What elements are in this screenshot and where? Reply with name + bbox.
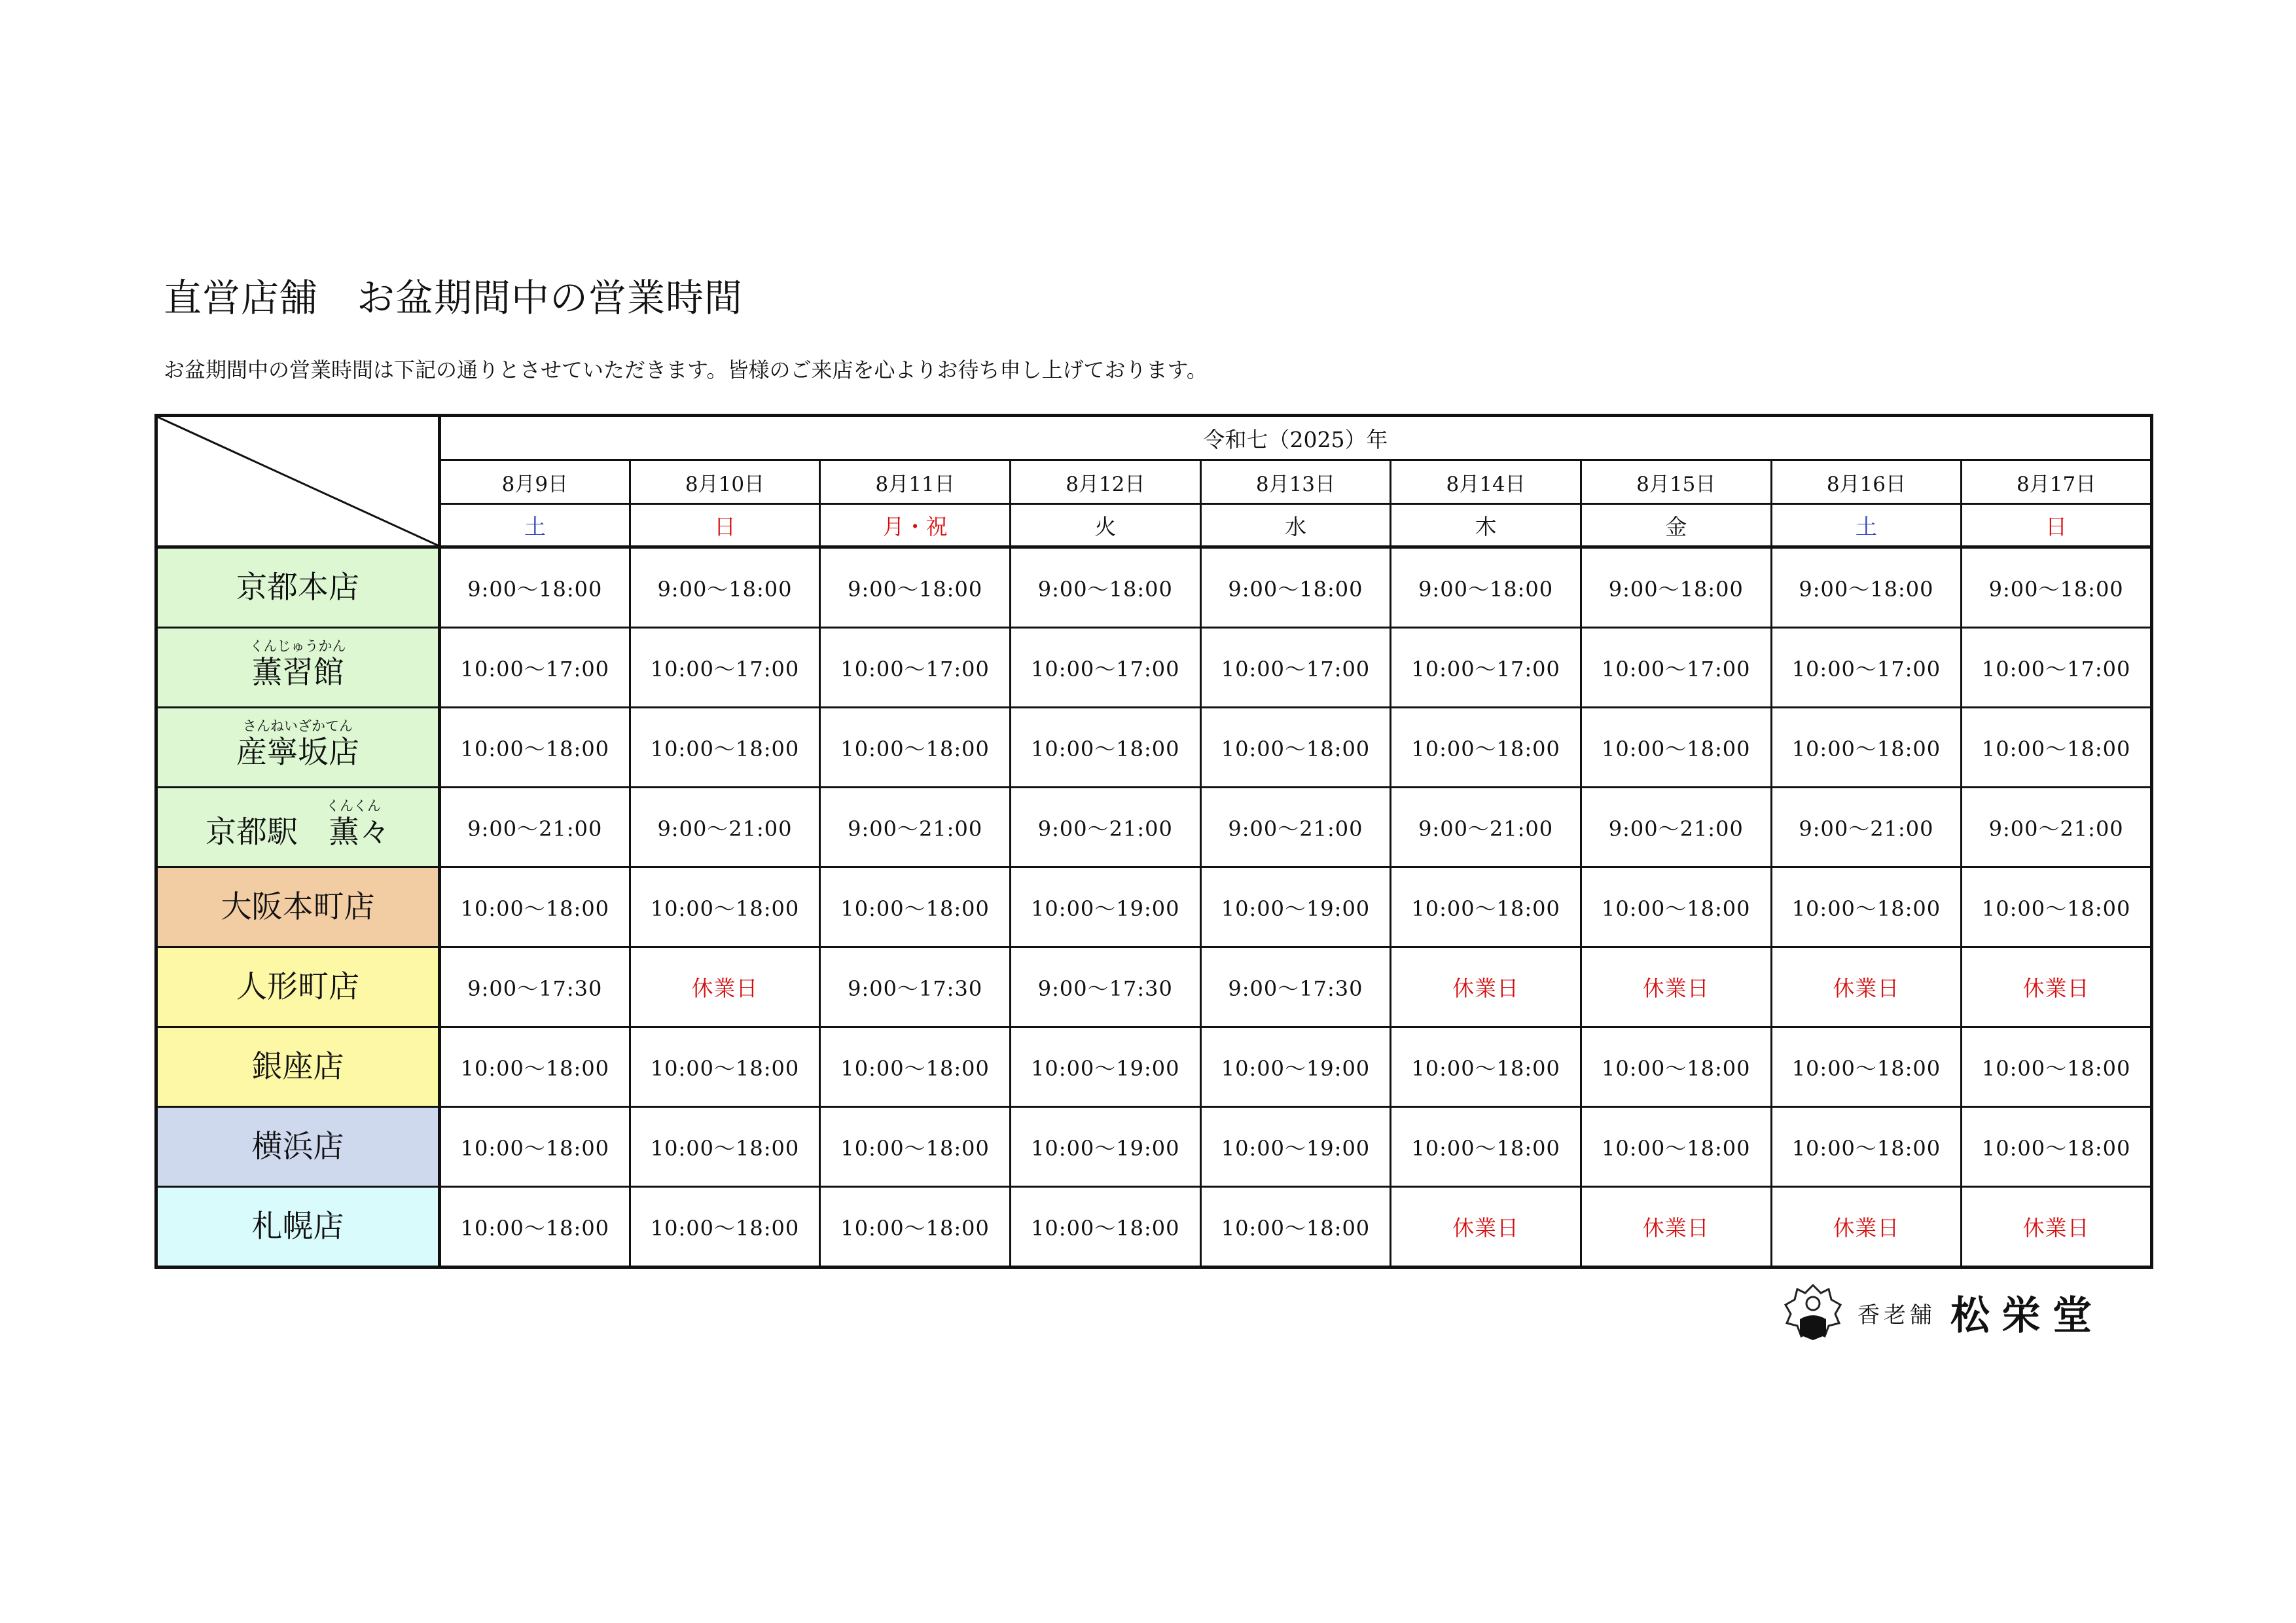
store-name: 京都駅 薫々	[206, 814, 390, 850]
store-ruby: くんじゅうかん	[249, 638, 346, 654]
closed-cell: 休業日	[630, 947, 820, 1027]
store-row	[156, 947, 2152, 1027]
hours-cell: 10:00〜18:00	[1200, 708, 1391, 788]
hours-cell: 10:00〜18:00	[630, 867, 820, 947]
date-header: 8月14日	[1391, 460, 1581, 504]
store-name: 横浜店	[251, 1128, 344, 1165]
store-name-cell	[156, 547, 440, 628]
store-row	[156, 708, 2152, 788]
hours-cell: 10:00〜18:00	[1391, 1107, 1581, 1187]
hours-cell: 10:00〜18:00	[1962, 867, 2152, 947]
hours-cell: 10:00〜18:00	[630, 1027, 820, 1107]
hours-cell: 10:00〜18:00	[1771, 1107, 1962, 1187]
closed-cell: 休業日	[1581, 947, 1771, 1027]
weekday-header: 火	[1010, 504, 1200, 547]
hours-cell: 9:00〜18:00	[1771, 547, 1962, 628]
closed-cell: 休業日	[1962, 1187, 2152, 1267]
hours-cell: 10:00〜18:00	[820, 708, 1011, 788]
family-crest-icon	[1780, 1280, 1846, 1345]
hours-cell: 10:00〜18:00	[1962, 1107, 2152, 1187]
date-header: 8月12日	[1010, 460, 1200, 504]
date-header: 8月11日	[820, 460, 1011, 504]
date-header: 8月15日	[1581, 460, 1771, 504]
store-name-cell	[156, 1107, 440, 1187]
hours-cell: 10:00〜18:00	[440, 1107, 630, 1187]
hours-cell: 10:00〜17:00	[820, 628, 1011, 708]
hours-cell: 10:00〜18:00	[1581, 867, 1771, 947]
hours-cell: 9:00〜18:00	[1581, 547, 1771, 628]
store-name: 銀座店	[251, 1048, 344, 1085]
hours-cell: 10:00〜18:00	[1391, 708, 1581, 788]
brand-name: 松栄堂	[1950, 1293, 2104, 1339]
hours-cell: 10:00〜18:00	[1391, 1027, 1581, 1107]
closed-cell: 休業日	[1581, 1187, 1771, 1267]
closed-cell: 休業日	[1771, 947, 1962, 1027]
store-row	[156, 547, 2152, 628]
store-name: 京都本店	[236, 569, 359, 606]
closed-cell: 休業日	[1771, 1187, 1962, 1267]
weekday-header: 木	[1391, 504, 1581, 547]
hours-cell: 9:00〜18:00	[1962, 547, 2152, 628]
hours-cell: 9:00〜18:00	[440, 547, 630, 628]
hours-cell: 10:00〜17:00	[1771, 628, 1962, 708]
hours-cell: 10:00〜18:00	[1581, 1107, 1771, 1187]
date-header: 8月9日	[440, 460, 630, 504]
hours-cell: 9:00〜18:00	[1010, 547, 1200, 628]
store-name-cell	[156, 1027, 440, 1107]
hours-cell: 10:00〜18:00	[440, 1187, 630, 1267]
hours-cell: 9:00〜18:00	[1200, 547, 1391, 628]
store-name: 薫習館	[251, 654, 344, 691]
hours-cell: 9:00〜18:00	[1391, 547, 1581, 628]
weekday-header: 日	[1962, 504, 2152, 547]
hours-cell: 10:00〜18:00	[1771, 708, 1962, 788]
hours-cell: 9:00〜17:30	[1010, 947, 1200, 1027]
hours-cell: 9:00〜21:00	[1771, 788, 1962, 867]
store-name-cell	[156, 708, 440, 788]
hours-cell: 10:00〜18:00	[820, 1107, 1011, 1187]
hours-cell: 10:00〜18:00	[820, 867, 1011, 947]
weekday-header: 土	[1771, 504, 1962, 547]
hours-cell: 9:00〜18:00	[820, 547, 1011, 628]
page-title: 直営店舗 お盆期間中の営業時間	[164, 276, 744, 320]
hours-cell: 10:00〜18:00	[630, 1187, 820, 1267]
hours-cell: 10:00〜18:00	[630, 708, 820, 788]
hours-cell: 10:00〜18:00	[1391, 867, 1581, 947]
hours-cell: 10:00〜18:00	[1581, 708, 1771, 788]
store-row	[156, 1107, 2152, 1187]
hours-cell: 10:00〜18:00	[440, 708, 630, 788]
hours-cell: 10:00〜19:00	[1010, 867, 1200, 947]
brand-logo	[1780, 1280, 2121, 1345]
store-ruby: くんくん	[326, 797, 381, 814]
store-name: 大阪本町店	[221, 888, 375, 925]
hours-cell: 10:00〜17:00	[1010, 628, 1200, 708]
date-header: 8月16日	[1771, 460, 1962, 504]
hours-cell: 9:00〜21:00	[820, 788, 1011, 867]
store-row	[156, 628, 2152, 708]
hours-cell: 10:00〜18:00	[820, 1187, 1011, 1267]
hours-cell: 9:00〜21:00	[1391, 788, 1581, 867]
hours-cell: 10:00〜18:00	[1010, 708, 1200, 788]
hours-cell: 10:00〜18:00	[440, 1027, 630, 1107]
store-name: 人形町店	[236, 968, 359, 1005]
store-name-cell	[156, 947, 440, 1027]
store-row	[156, 788, 2152, 867]
hours-cell: 9:00〜21:00	[440, 788, 630, 867]
hours-cell: 10:00〜18:00	[1771, 1027, 1962, 1107]
hours-cell: 10:00〜19:00	[1010, 1027, 1200, 1107]
store-name-cell	[156, 1187, 440, 1267]
store-row	[156, 867, 2152, 947]
hours-cell: 9:00〜21:00	[1581, 788, 1771, 867]
hours-cell: 10:00〜18:00	[820, 1027, 1011, 1107]
date-header: 8月10日	[630, 460, 820, 504]
weekday-header: 金	[1581, 504, 1771, 547]
closed-cell: 休業日	[1391, 1187, 1581, 1267]
hours-cell: 9:00〜17:30	[820, 947, 1011, 1027]
hours-cell: 9:00〜21:00	[1200, 788, 1391, 867]
closed-cell: 休業日	[1391, 947, 1581, 1027]
hours-cell: 10:00〜17:00	[1581, 628, 1771, 708]
date-header: 8月13日	[1200, 460, 1391, 504]
store-ruby: さんねいざかてん	[243, 718, 353, 734]
hours-cell: 10:00〜17:00	[1200, 628, 1391, 708]
hours-cell: 10:00〜17:00	[630, 628, 820, 708]
weekday-header: 水	[1200, 504, 1391, 547]
hours-cell: 9:00〜21:00	[1010, 788, 1200, 867]
store-name-cell	[156, 628, 440, 708]
hours-cell: 10:00〜18:00	[1771, 867, 1962, 947]
hours-cell: 10:00〜19:00	[1200, 1027, 1391, 1107]
store-row	[156, 1187, 2152, 1267]
weekday-header: 土	[440, 504, 630, 547]
date-header: 8月17日	[1962, 460, 2152, 504]
store-row	[156, 1027, 2152, 1107]
diagonal-line	[158, 417, 438, 545]
hours-cell: 10:00〜18:00	[440, 867, 630, 947]
era-header: 令和七（2025）年	[440, 416, 2152, 460]
closed-cell: 休業日	[1962, 947, 2152, 1027]
hours-cell: 10:00〜19:00	[1200, 1107, 1391, 1187]
weekday-header: 日	[630, 504, 820, 547]
hours-cell: 10:00〜18:00	[1962, 708, 2152, 788]
weekday-header: 月・祝	[820, 504, 1011, 547]
hours-cell: 9:00〜21:00	[1962, 788, 2152, 867]
hours-cell: 10:00〜17:00	[440, 628, 630, 708]
store-name-cell	[156, 788, 440, 867]
hours-cell: 9:00〜17:30	[1200, 947, 1391, 1027]
brand-prefix: 香老舗	[1857, 1302, 1936, 1328]
hours-table	[154, 414, 2153, 1269]
hours-cell: 10:00〜17:00	[1962, 628, 2152, 708]
corner-cell	[156, 416, 440, 547]
hours-cell: 10:00〜18:00	[1962, 1027, 2152, 1107]
hours-cell: 10:00〜18:00	[1010, 1187, 1200, 1267]
hours-cell: 10:00〜19:00	[1010, 1107, 1200, 1187]
store-name: 産寧坂店	[236, 734, 359, 771]
hours-cell: 10:00〜18:00	[630, 1107, 820, 1187]
hours-cell: 10:00〜17:00	[1391, 628, 1581, 708]
hours-cell: 10:00〜18:00	[1200, 1187, 1391, 1267]
store-name-cell	[156, 867, 440, 947]
page-subtitle: お盆期間中の営業時間は下記の通りとさせていただきます。皆様のご来店を心よりお待ち申し上げております。	[164, 357, 1208, 382]
store-name: 札幌店	[251, 1208, 344, 1245]
hours-cell: 10:00〜19:00	[1200, 867, 1391, 947]
hours-cell: 10:00〜18:00	[1581, 1027, 1771, 1107]
hours-cell: 9:00〜18:00	[630, 547, 820, 628]
hours-cell: 9:00〜17:30	[440, 947, 630, 1027]
hours-cell: 9:00〜21:00	[630, 788, 820, 867]
